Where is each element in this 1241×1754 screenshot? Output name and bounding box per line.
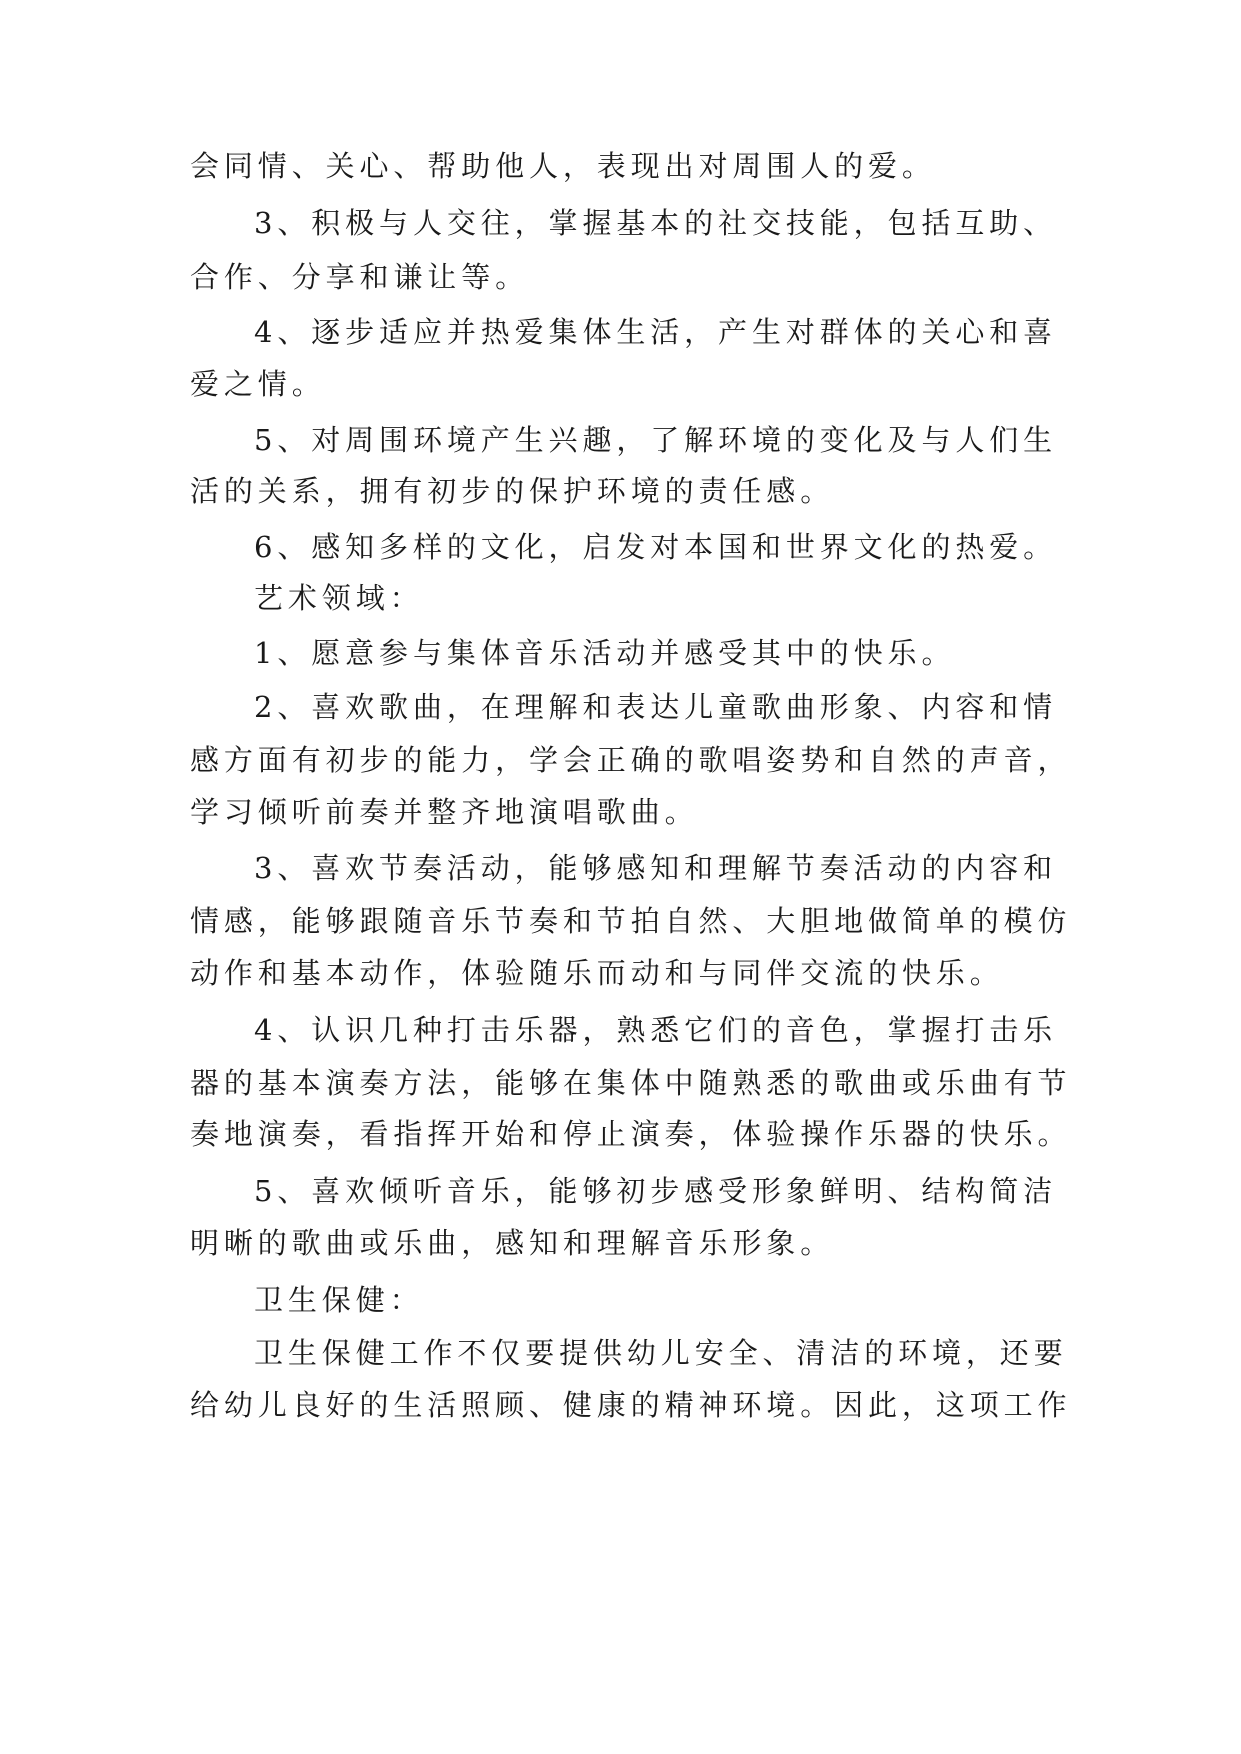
text-line: 给幼儿良好的生活照顾、健康的精神环境。因此，这项工作 (190, 1388, 1072, 1422)
section-heading: 艺术领域： (254, 581, 424, 615)
text-line: 5、对周围环境产生兴趣，了解环境的变化及与人们生 (254, 423, 1058, 457)
text-line: 1、愿意参与集体音乐活动并感受其中的快乐。 (254, 636, 956, 670)
text-line: 活的关系，拥有初步的保护环境的责任感。 (190, 474, 835, 508)
text-line: 情感，能够跟随音乐节奏和节拍自然、大胆地做简单的模仿 (190, 904, 1072, 938)
text-line: 3、积极与人交往，掌握基本的社交技能，包括互助、 (254, 206, 1058, 240)
text-line: 器的基本演奏方法，能够在集体中随熟悉的歌曲或乐曲有节 (190, 1066, 1072, 1100)
section-heading: 卫生保健： (254, 1283, 424, 1317)
text-line: 明晰的歌曲或乐曲，感知和理解音乐形象。 (190, 1226, 835, 1260)
text-line: 会同情、关心、帮助他人，表现出对周围人的爱。 (190, 149, 936, 183)
text-line: 动作和基本动作，体验随乐而动和与同伴交流的快乐。 (190, 956, 1004, 990)
text-line: 感方面有初步的能力，学会正确的歌唱姿势和自然的声音， (190, 743, 1072, 777)
document-body (190, 148, 1070, 1423)
text-line: 2、喜欢歌曲，在理解和表达儿童歌曲形象、内容和情 (254, 690, 1058, 724)
text-line: 5、喜欢倾听音乐，能够初步感受形象鲜明、结构简洁 (254, 1174, 1058, 1208)
text-line: 卫生保健工作不仅要提供幼儿安全、清洁的环境，还要 (254, 1336, 1068, 1370)
text-line: 3、喜欢节奏活动，能够感知和理解节奏活动的内容和 (254, 851, 1058, 885)
text-line: 4、逐步适应并热爱集体生活，产生对群体的关心和喜 (254, 315, 1058, 349)
text-line: 爱之情。 (190, 367, 326, 401)
text-line: 4、认识几种打击乐器，熟悉它们的音色，掌握打击乐 (254, 1013, 1058, 1047)
text-line: 学习倾听前奏并整齐地演唱歌曲。 (190, 795, 699, 829)
text-line: 6、感知多样的文化，启发对本国和世界文化的热爱。 (254, 530, 1058, 564)
text-line: 奏地演奏，看指挥开始和停止演奏，体验操作乐器的快乐。 (190, 1117, 1072, 1151)
text-line: 合作、分享和谦让等。 (190, 260, 530, 294)
